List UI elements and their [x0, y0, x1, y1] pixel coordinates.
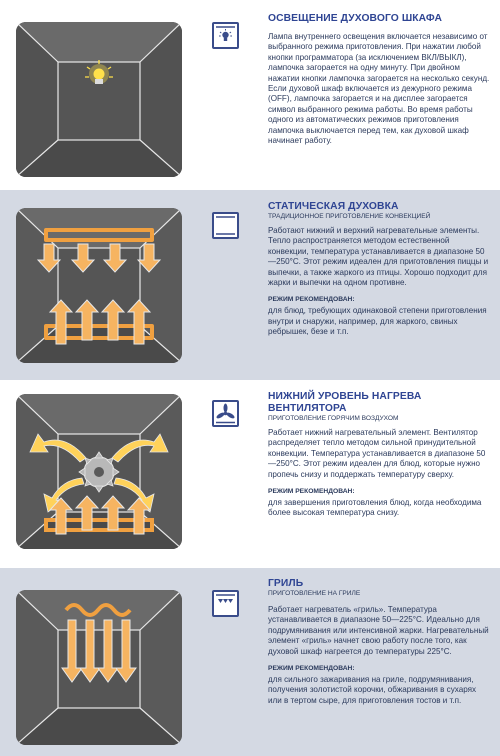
oven-light-icon [212, 22, 239, 49]
section-title: ГРИЛЬ [268, 578, 304, 589]
section-subtitle: ТРАДИЦИОННОЕ ПРИГОТОВЛЕНИЕ КОНВЕКЦИЕЙ [268, 213, 431, 220]
static-oven-illustration [16, 208, 182, 363]
mode-static-oven [0, 190, 500, 378]
section-title: НИЖНИЙ УРОВЕНЬ НАГРЕВА ВЕНТИЛЯТОРА [268, 391, 422, 414]
section-body: Работает нагреватель «гриль». Температура устанавливается в диапазоне 50—225°С. Идеально для подрумянивания или интенсивной жарки. Нагревательный элемент «гриль» начнет свою работу после того, как духовой шкаф нагреется до температуры 225°С. [268, 605, 489, 656]
recommended-text: для завершения приготовления блюд, когда необходима более высокая температура снизу. [268, 498, 482, 518]
grill-illustration [16, 590, 182, 745]
mode-grill [0, 568, 500, 756]
mode-fan-bottom-heat [0, 380, 500, 568]
fan-bottom-heat-illustration [16, 394, 182, 549]
mode-oven-light [0, 0, 500, 188]
section-body: Работает нижний нагревательный элемент. Вентилятор распределяет тепло методом сильной принудительной конвекции. Температура устанавливается в диапазоне 50—250°С. Этот режим идеален для блюд, которые нужно пропечь снизу и поддержать температуру сверху. [268, 428, 486, 479]
section-body: Лампа внутреннего освещения включается независимо от выбранного режима приготовления. При нажатии любой кнопки программатора (за исключением ВКЛ/ВЫКЛ), лампочка загорается на одну минуту. При двойном нажатии кнопки лампочка загорается на несколько секунд. Если духовой шкаф включается из дежурного режима (OFF), лампочка загорается и на дисплее загорается символ выбранного режима работы. Во время работы одного из автоматических режимов приготовления лампочка выключается перед тем, как духовой шкаф начинает работу. [268, 32, 490, 146]
section-title: СТАТИЧЕСКАЯ ДУХОВКА [268, 201, 399, 212]
static-oven-icon [212, 212, 239, 239]
grill-icon [212, 590, 239, 617]
recommended-text: для сильного зажаривания на гриле, подрумянивания, получения золотистой корочки, обжаривания в сухарях или в тертом сыре, для приготовления тостов и т.п. [268, 675, 477, 705]
fan-bottom-heat-icon [212, 400, 239, 427]
section-title: ОСВЕЩЕНИЕ ДУХОВОГО ШКАФА [268, 13, 443, 24]
section-subtitle: ПРИГОТОВЛЕНИЕ НА ГРИЛЕ [268, 590, 361, 597]
section-subtitle: ПРИГОТОВЛЕНИЕ ГОРЯЧИМ ВОЗДУХОМ [268, 415, 399, 422]
recommended-heading: РЕЖИМ РЕКОМЕНДОВАН: [268, 296, 355, 304]
section-body: Работают нижний и верхний нагревательные элементы. Тепло распространяется методом естественной конвекции, температура устанавливается в диапазоне 50—250°С. Этот режим идеален для приготовления пиццы и выпечки, а также жаркого из птицы. Хорошо подходит для жарки и выпечки на одном противне. [268, 226, 489, 288]
recommended-heading: РЕЖИМ РЕКОМЕНДОВАН: [268, 488, 355, 496]
recommended-text: для блюд, требующих одинаковой степени приготовления внутри и снаружи, например, для жаркого, свиных ребрышек, безе и т.п. [268, 306, 487, 337]
oven-light-illustration [16, 22, 182, 177]
recommended-heading: РЕЖИМ РЕКОМЕНДОВАН: [268, 665, 355, 673]
